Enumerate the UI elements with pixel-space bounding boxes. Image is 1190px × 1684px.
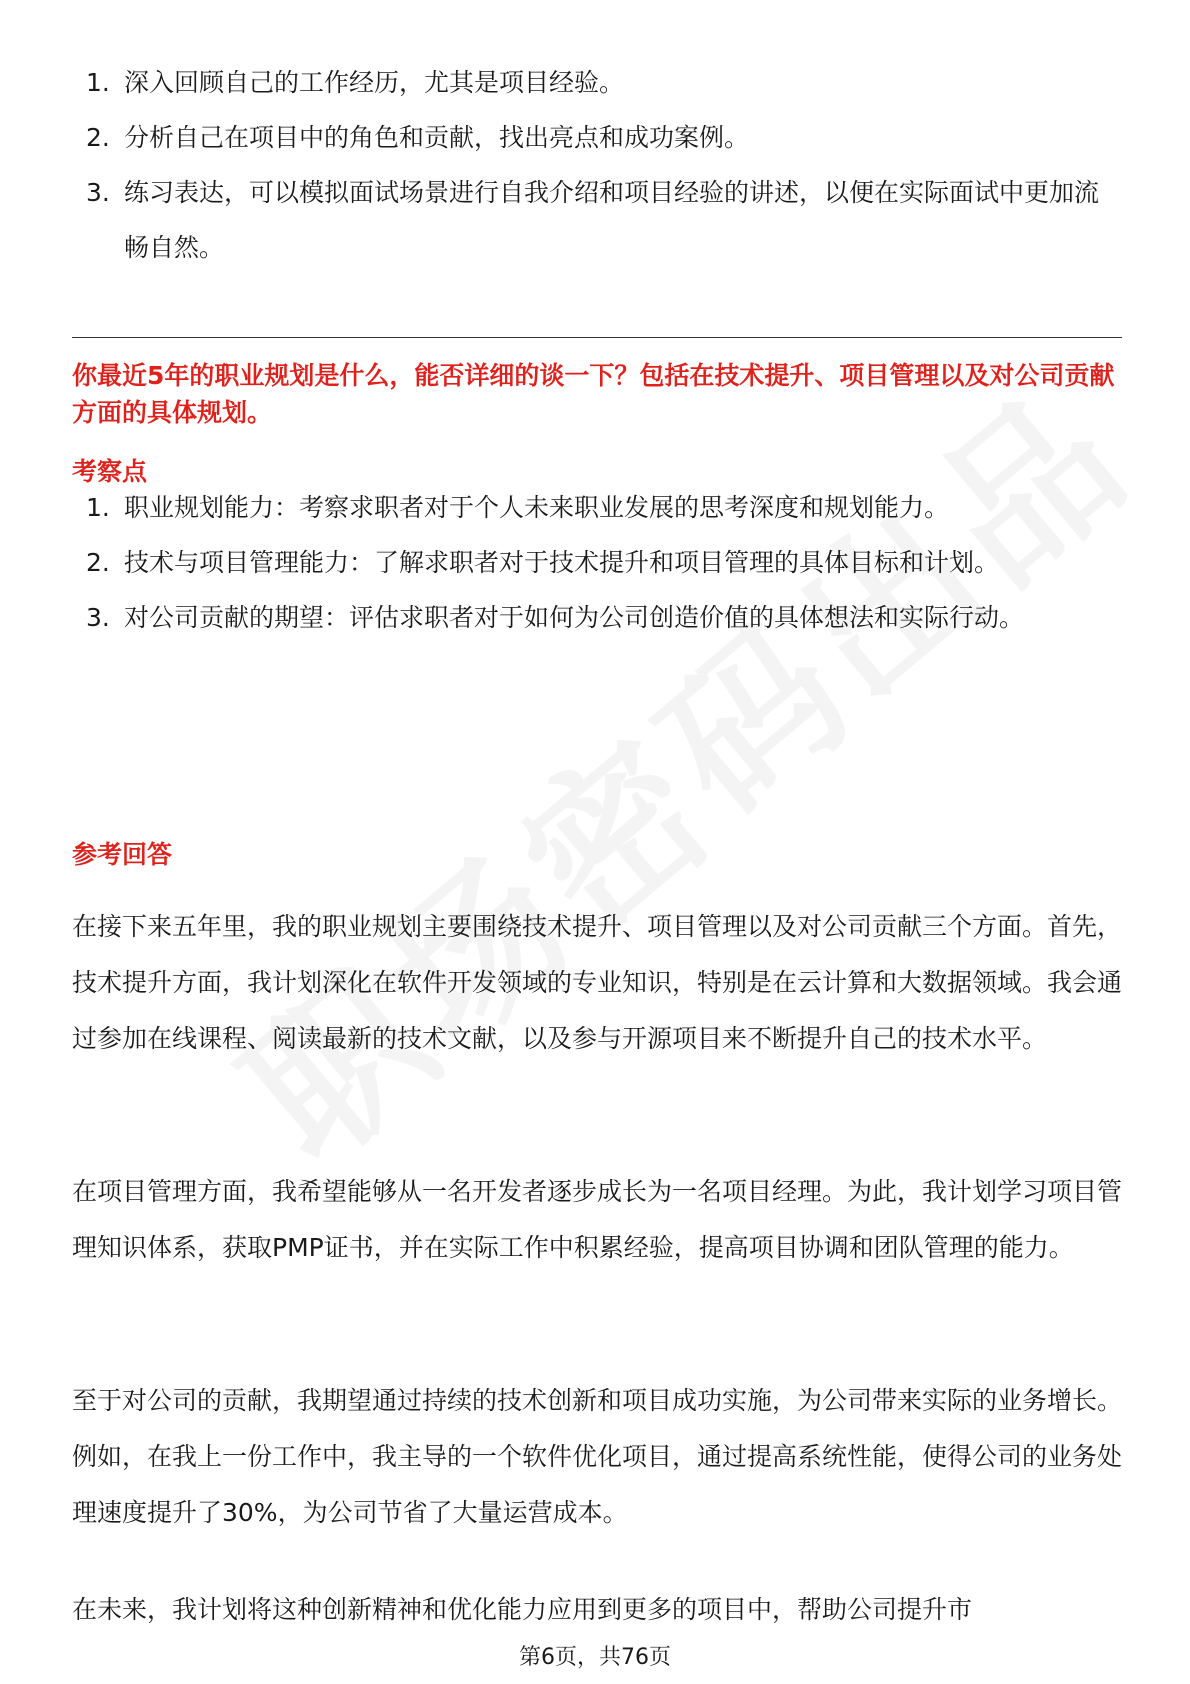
list-item-text: 深入回顾自己的工作经历，尤其是项目经验。: [124, 68, 625, 97]
list-item-text: 技术与项目管理能力：了解求职者对于技术提升和项目管理的具体目标和计划。: [124, 548, 1000, 577]
list-item-number: 3.: [86, 603, 110, 632]
list-item-number: 1.: [86, 493, 110, 522]
section-divider: [72, 337, 1122, 338]
question-title: 你最近5年的职业规划是什么，能否详细的谈一下？包括在技术提升、项目管理以及对公司贡献方面的具体规划。: [72, 361, 1115, 427]
points-list: [72, 480, 1122, 645]
list-item-number: 1.: [86, 68, 110, 97]
list-item-text: 分析自己在项目中的角色和贡献，找出亮点和成功案例。: [124, 123, 750, 152]
answer-paragraph: 在未来，我计划将这种创新精神和优化能力应用到更多的项目中，帮助公司提升市: [72, 1595, 973, 1624]
answer-paragraph: 在项目管理方面，我希望能够从一名开发者逐步成长为一名项目经理。为此，我计划学习项目管理知识体系，获取PMP证书，并在实际工作中积累经验，提高项目协调和团队管理的能力。: [72, 1177, 1123, 1262]
answer-heading: 参考回答: [72, 840, 173, 869]
answer-paragraph: 在接下来五年里，我的职业规划主要围绕技术提升、项目管理以及对公司贡献三个方面。首先，技术提升方面，我计划深化在软件开发领域的专业知识，特别是在云计算和大数据领域。我会通过参加在线课程、阅读最新的技术文献，以及参与开源项目来不断提升自己的技术水平。: [72, 912, 1123, 1053]
list-item-number: 2.: [86, 123, 110, 152]
list-item-text: 对公司贡献的期望：评估求职者对于如何为公司创造价值的具体想法和实际行动。: [124, 603, 1025, 632]
list-item: [72, 165, 1122, 275]
points-heading: 考察点: [72, 457, 148, 486]
page-footer: 第6页，共76页: [519, 1645, 671, 1670]
intro-list: [72, 55, 1122, 275]
list-item: [72, 480, 1122, 535]
list-item: [72, 535, 1122, 590]
list-item-number: 2.: [86, 548, 110, 577]
list-item-number: 3.: [86, 178, 110, 207]
answer-paragraph: 至于对公司的贡献，我期望通过持续的技术创新和项目成功实施，为公司带来实际的业务增长。例如，在我上一份工作中，我主导的一个软件优化项目，通过提高系统性能，使得公司的业务处理速度提升了30%，为公司节省了大量运营成本。: [72, 1386, 1123, 1527]
list-item: [72, 55, 1122, 110]
list-item-text: 职业规划能力：考察求职者对于个人未来职业发展的思考深度和规划能力。: [124, 493, 950, 522]
list-item-text: 练习表达，可以模拟面试场景进行自我介绍和项目经验的讲述，以便在实际面试中更加流畅自然。: [124, 178, 1100, 262]
list-item: [72, 110, 1122, 165]
list-item: [72, 590, 1122, 645]
